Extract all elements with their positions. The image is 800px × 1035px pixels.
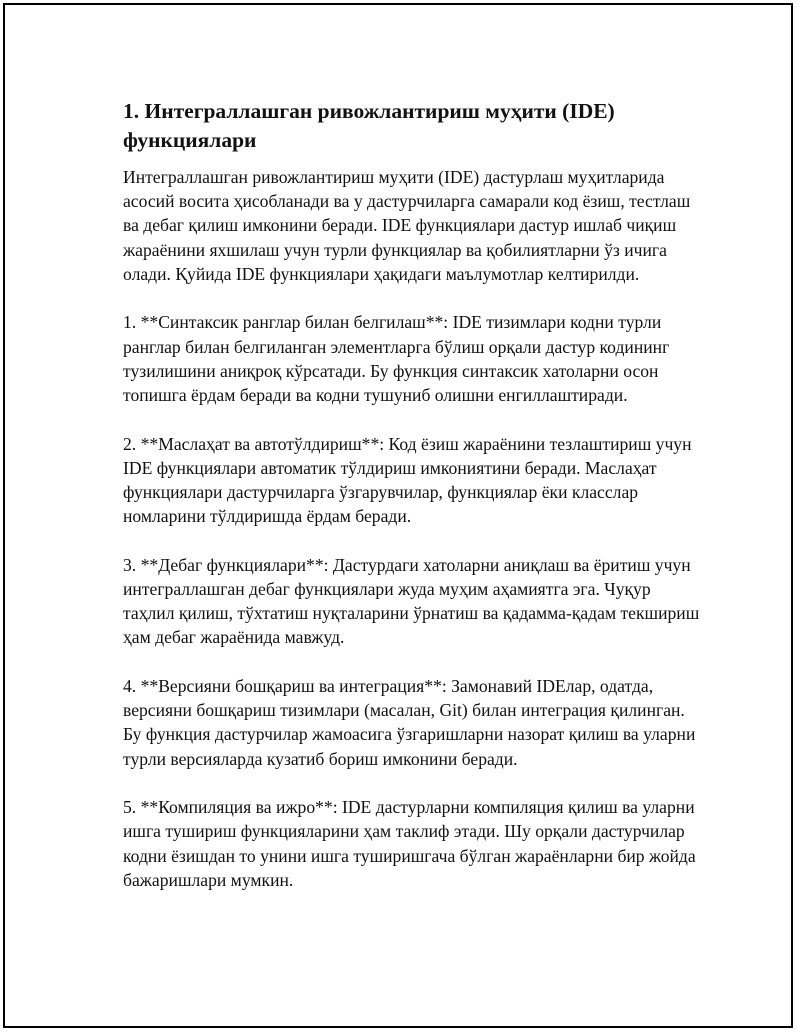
feature-debugging: 3. **Дебаг функциялари**: Дастурдаги хатоларни аниқлаш ва ёритиш учун интеграллашган дебаг функциялари жуда муҳим аҳамиятга эга. Чуқур таҳлил қилиш, тўхтатиш нуқталарини ўрнатиш ва қадамма-қадам текшириш ҳам дебаг жараёнида мавжуд. bbox=[123, 554, 700, 648]
feature-compile-run: 5. **Компиляция ва ижро**: IDE дастурларни компиляция қилиш ва уларни ишга тушириш функцияларини ҳам таклиф этади. Шу орқали дастурчилар кодни ёзишдан то унини ишга туширишгача бўлган жараёнларни бир жойда бажаришлари мумкин. bbox=[123, 797, 696, 890]
intro-paragraph: Интеграллашган ривожлантириш муҳити (IDE) дастурлаш муҳитларида асосий восита ҳисобланади ва у дастурчиларга самарали код ёзиш, тестлаш ва дебаг қилиш имконини беради. IDE функциялари дастур ишлаб чиқиш жараёнини яхшилаш учун турли функциялар ва қобилиятларни ўз ичига олади. Қуйида IDE функциялари ҳақидаги маълумотлар келтирилди. bbox=[123, 167, 691, 284]
feature-autocomplete: 2. **Маслаҳат ва автотўлдириш**: Код ёзиш жараёнини тезлаштириш учун IDE функциялари автоматик тўлдириш имкониятини беради. Маслаҳат функциялари дастурчиларга ўзгарувчилар, функциялар ёки класслар номларини тўлдиришда ёрдам беради. bbox=[123, 433, 692, 527]
feature-syntax-highlighting: 1. **Синтаксик ранглар билан белгилаш**: IDE тизимлари кодни турли ранглар билан белгиланган элементларга бўлиш орқали дастур кодининг тузилишини аниқроқ кўрсатади. Бу функция синтаксик хатоларни осон топишга ёрдам беради ва кодни тушуниб олишни енгиллаштиради. bbox=[123, 312, 670, 406]
feature-version-control: 4. **Версияни бошқариш ва интеграция**: Замонавий IDEлар, одатда, версияни бошқариш тизимлари (масалан, Git) билан интеграция қилинган. Бу функция дастурчилар жамоасига ўзгаришларни назорат қилиш ва уларни турли версияларда кузатиб бориш имконини беради. bbox=[123, 676, 696, 769]
section-heading: 1. Интеграллашган ривожлантириш муҳити (IDE) функциялари bbox=[123, 99, 615, 152]
page-frame bbox=[3, 3, 793, 1028]
document-body bbox=[123, 97, 703, 916]
